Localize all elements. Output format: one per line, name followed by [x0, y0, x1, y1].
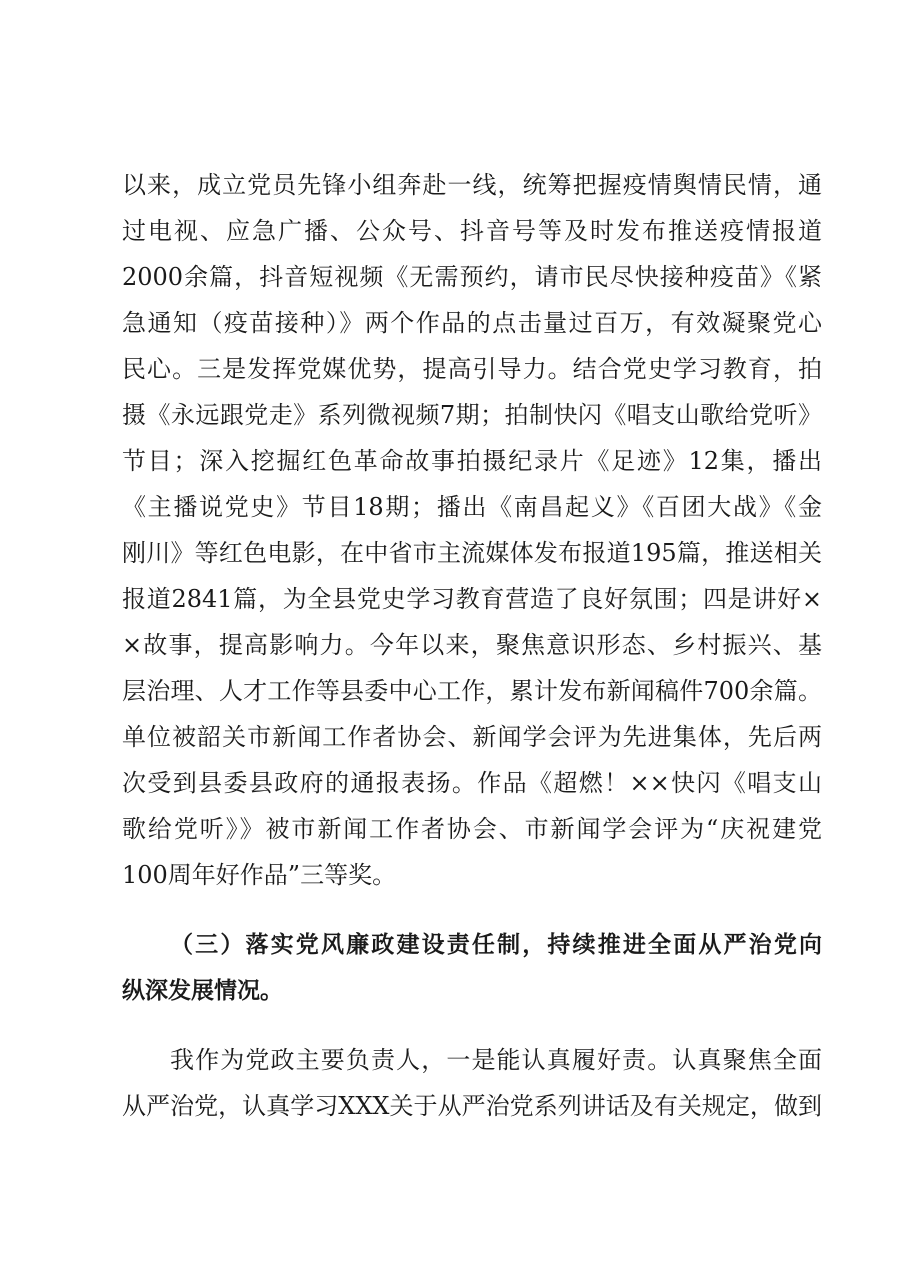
- text-line: 急通知（疫苗接种）》两个作品的点击量过百万，有效凝聚党心: [122, 309, 822, 337]
- text-line: 摄《永远跟党走》系列微视频7期；拍制快闪《唱支山歌给党听》: [122, 401, 822, 429]
- text-line: 我作为党政主要负责人，一是能认真履好责。认真聚焦全面: [170, 1046, 822, 1074]
- text-line: 节目；深入挖掘红色革命故事拍摄纪录片《足迹》12集，播出: [122, 447, 822, 475]
- text-line: 刚川》等红色电影，在中省市主流媒体发布报道195篇，推送相关: [122, 539, 822, 567]
- text-line: 《主播说党史》节目18期；播出《南昌起义》《百团大战》《金: [122, 493, 822, 521]
- text-line: 报道2841篇，为全县党史学习教育营造了良好氛围；四是讲好×: [122, 585, 822, 613]
- text-line: 以来，成立党员先锋小组奔赴一线，统筹把握疫情舆情民情，通: [122, 171, 822, 199]
- text-line: 从严治党，认真学习XXX关于从严治党系列讲话及有关规定，做到: [122, 1092, 822, 1120]
- text-line: 单位被韶关市新闻工作者协会、新闻学会评为先进集体，先后两: [122, 723, 822, 751]
- text-line: 100周年好作品”三等奖。: [122, 861, 397, 889]
- text-line: 过电视、应急广播、公众号、抖音号等及时发布推送疫情报道: [122, 217, 822, 245]
- text-line: 民心。三是发挥党媒优势，提高引导力。结合党史学习教育，拍: [122, 355, 822, 383]
- text-line: 层治理、人才工作等县委中心工作，累计发布新闻稿件700余篇。: [122, 677, 822, 705]
- text-line: 2000余篇，抖音短视频《无需预约，请市民尽快接种疫苗》《紧: [122, 263, 822, 291]
- text-line: 次受到县委县政府的通报表扬。作品《超燃！××快闪《唱支山: [122, 769, 822, 797]
- section-heading-line: 纵深发展情况。: [122, 978, 283, 1004]
- text-line: ×故事，提高影响力。今年以来，聚焦意识形态、乡村振兴、基: [122, 631, 822, 659]
- text-line: 歌给党听》》被市新闻工作者协会、市新闻学会评为“庆祝建党: [122, 815, 822, 843]
- section-heading-line: （三）落实党风廉政建设责任制，持续推进全面从严治党向: [170, 932, 822, 958]
